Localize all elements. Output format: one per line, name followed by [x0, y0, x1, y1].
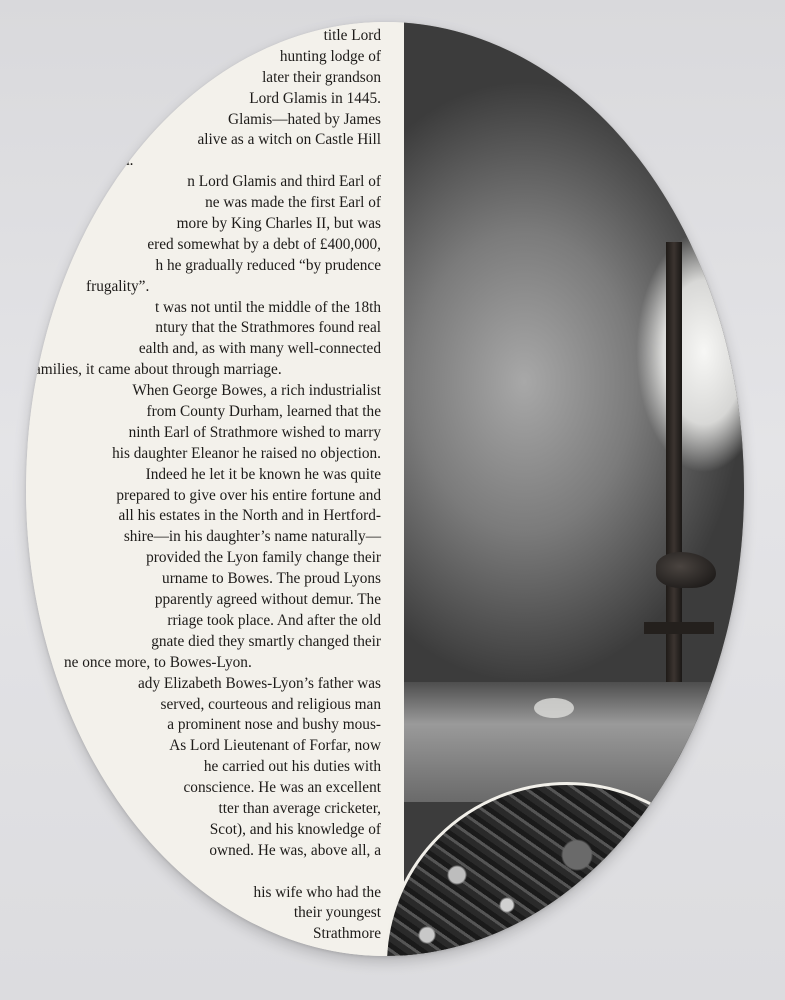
article-line: Glamis—hated by James	[228, 110, 381, 128]
article-line: When George Bowes, a rich industrialist	[132, 382, 381, 400]
article-line: As Lord Lieutenant of Forfar, now	[169, 737, 381, 755]
article-line: frugality”.	[86, 277, 150, 295]
article-line: ealth and, as with many well-connected	[138, 340, 381, 358]
article-line: shire—in his daughter’s name naturally—	[123, 528, 381, 546]
article-line: conscience. He was an excellent	[183, 779, 381, 797]
article-line: Strathmore	[313, 925, 381, 943]
article-line: ntury that the Strathmores found real	[155, 319, 381, 337]
article-line: ered somewhat by a debt of £400,000,	[147, 235, 381, 253]
article-line: from County Durham, learned that the	[146, 403, 381, 421]
article-line: more by King Charles II, but was	[176, 215, 381, 233]
article-line: rriage took place. And after the old	[167, 611, 381, 629]
article-line: Scot), and his knowledge of	[209, 820, 381, 838]
article-line: his daughter Eleanor he raised no objection.	[112, 444, 381, 462]
article-line: n Lord Glamis and third Earl of	[187, 173, 381, 191]
article-line: h he gradually reduced “by prudence	[155, 256, 381, 274]
oval-magazine-clipping	[26, 22, 744, 956]
article-line: Indeed he let it be known he was quite	[145, 465, 381, 483]
article-line: n.	[122, 152, 134, 170]
sepia-photograph	[404, 22, 744, 956]
article-line: owned. He was, above all, a	[209, 841, 381, 859]
article-line: Lord Glamis in 1445.	[249, 89, 381, 107]
article-line: tter than average cricketer,	[218, 799, 381, 817]
article-line: his wife who had the	[253, 883, 381, 901]
article-line: provided the Lyon family change their	[146, 549, 381, 567]
article-line: hunting lodge of	[279, 47, 381, 65]
article-line: prepared to give over his entire fortune and	[116, 486, 381, 504]
article-line: ne once more, to Bowes-Lyon.	[64, 653, 252, 671]
article-line: later their grandson	[262, 68, 381, 86]
child-shoe	[656, 552, 716, 588]
article-line: a prominent nose and bushy mous-	[167, 716, 381, 734]
article-line: all his estates in the North and in Hertford-	[118, 507, 381, 525]
chair-rung	[644, 622, 714, 634]
article-line: served, courteous and religious man	[160, 695, 381, 713]
article-line: ady Elizabeth Bowes-Lyon’s father was	[138, 674, 381, 692]
article-line: t was not until the middle of the 18th	[154, 298, 381, 316]
article-line: amilies, it came about through marriage.	[34, 361, 282, 379]
article-line: ninth Earl of Strathmore wished to marry	[128, 423, 381, 441]
article-line: gnate died they smartly changed their	[151, 632, 381, 650]
article-line: he carried out his duties with	[203, 758, 381, 776]
article-text-column	[26, 22, 404, 956]
article-line: alive as a witch on Castle Hill	[197, 131, 381, 149]
article-line: urname to Bowes. The proud Lyons	[162, 570, 381, 588]
toy-on-floor	[534, 698, 574, 718]
article-line: title Lord	[323, 27, 381, 44]
article-line: pparently agreed without demur. The	[154, 591, 381, 609]
inset-circular-photo	[384, 782, 744, 956]
article-line: their youngest	[293, 904, 381, 922]
article-body	[26, 26, 381, 945]
article-line: ne was made the first Earl of	[205, 194, 381, 212]
article-line	[26, 862, 381, 883]
